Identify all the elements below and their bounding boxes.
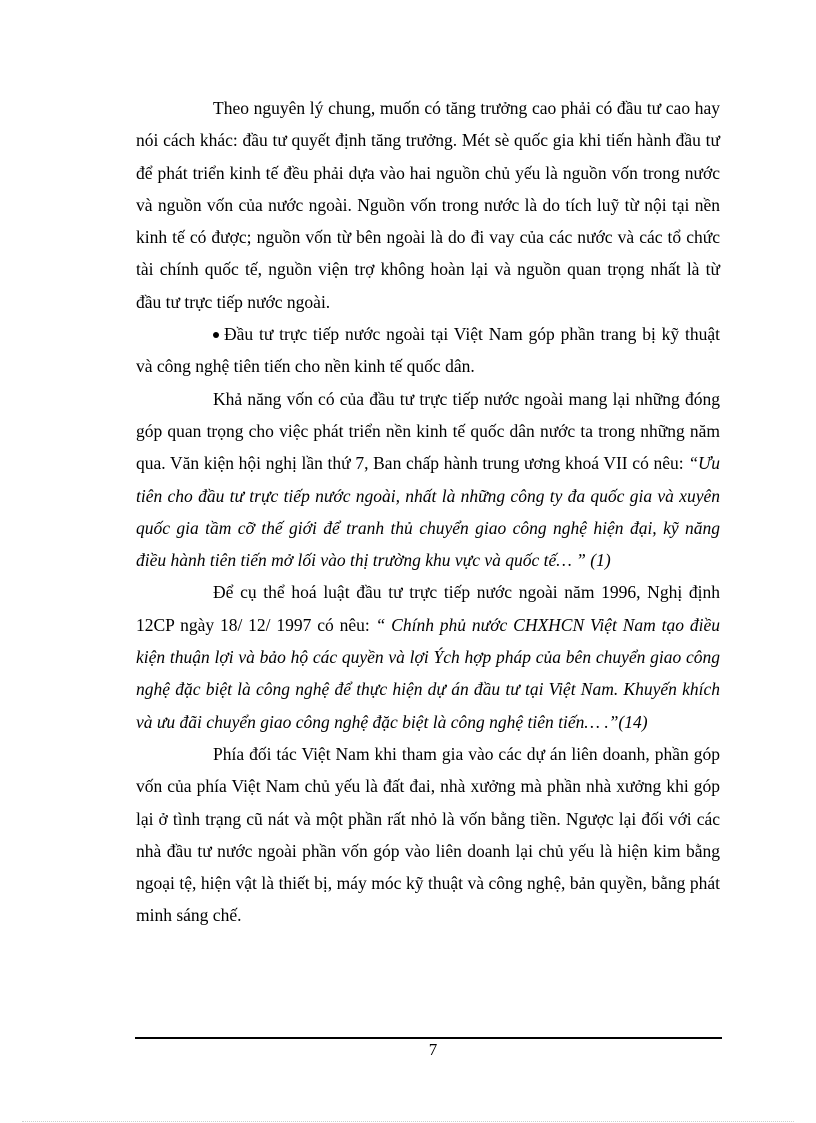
- paragraph-3-text: Khả năng vốn có của đầu tư trực tiếp nước ngoài mang lại những đóng góp quan trọng cho việc phát triển nền kinh tế quốc dân nước ta trong những năm qua. Văn kiện hội nghị lần thứ 7, Ban chấp hành trung ương khoá VII có nêu:: [136, 388, 720, 474]
- paragraph-5: Phía đối tác Việt Nam khi tham gia vào các dự án liên doanh, phần góp vốn của phía Việt Nam chủ yếu là đất đai, nhà xưởng mà phần nhà xưởng khi góp lại ở tình trạng cũ nát và một phần rất nhỏ là vốn bằng tiền. Ngược lại đối với các nhà đầu tư nước ngoài phần vốn góp vào liên doanh lại chủ yếu là hiện kim bằng ngoại tệ, hiện vật là thiết bị, máy móc kỹ thuật và công nghệ, bản quyền, bằng phát minh sáng chế.: [136, 743, 720, 926]
- bullet-text: Đầu tư trực tiếp nước ngoài tại Việt Nam góp phần trang bị kỹ thuật và công nghệ tiên tiến cho nền kinh tế quốc dân.: [136, 324, 720, 377]
- paragraph-4: [136, 576, 720, 737]
- paragraph-4-text: Để cụ thể hoá luật đầu tư trực tiếp nước ngoài năm 1996, Nghị định 12CP ngày 18/ 12/ 1997 có nêu:: [136, 582, 720, 635]
- paragraph-3: [136, 383, 720, 577]
- body-text: [136, 92, 720, 932]
- footer-rule: [135, 1037, 722, 1039]
- bullet-icon: [213, 332, 219, 338]
- paragraph-3-quote: “Ưu tiên cho đầu tư trực tiếp nước ngoài, nhất là những công ty đa quốc gia và xuyên quốc gia tầm cỡ thế giới để tranh thủ chuyển giao công nghệ hiện đại, kỹ năng điều hành tiên tiến mở lối vào thị trường khu vực và quốc tế… ” (1): [136, 453, 720, 571]
- paragraph-4-quote: “ Chính phủ nước CHXHCN Việt Nam tạo điều kiện thuận lợi và bảo hộ các quyền và lợi Ých hợp pháp của bên chuyển giao công nghệ đặc biệt là công nghệ để thực hiện dự án đầu tư tại Việt Nam. Khuyến khích và ưu đãi chuyển giao công nghệ đặc biệt là công nghệ tiên tiến… .”(14): [136, 614, 720, 732]
- paragraph-2-bullet: [136, 318, 720, 383]
- page-number: 7: [428, 1040, 438, 1059]
- paragraph-1: Theo nguyên lý chung, muốn có tăng trưởng cao phải có đầu tư cao hay nói cách khác: đầu tư quyết định tăng trưởng. Mét sè quốc gia khi tiến hành đầu tư để phát triển kinh tế đều phải dựa vào hai nguồn chủ yếu là nguồn vốn trong nước và nguồn vốn của nước ngoài. Nguồn vốn trong nước là do tích luỹ từ nội tại nền kinh tế có được; nguồn vốn từ bên ngoài là do đi vay của các nước và các tổ chức tài chính quốc tế, nguồn viện trợ không hoàn lại và nguồn quan trọng nhất là từ đầu tư trực tiếp nước ngoài.: [136, 98, 720, 312]
- page-border: [22, 1121, 794, 1122]
